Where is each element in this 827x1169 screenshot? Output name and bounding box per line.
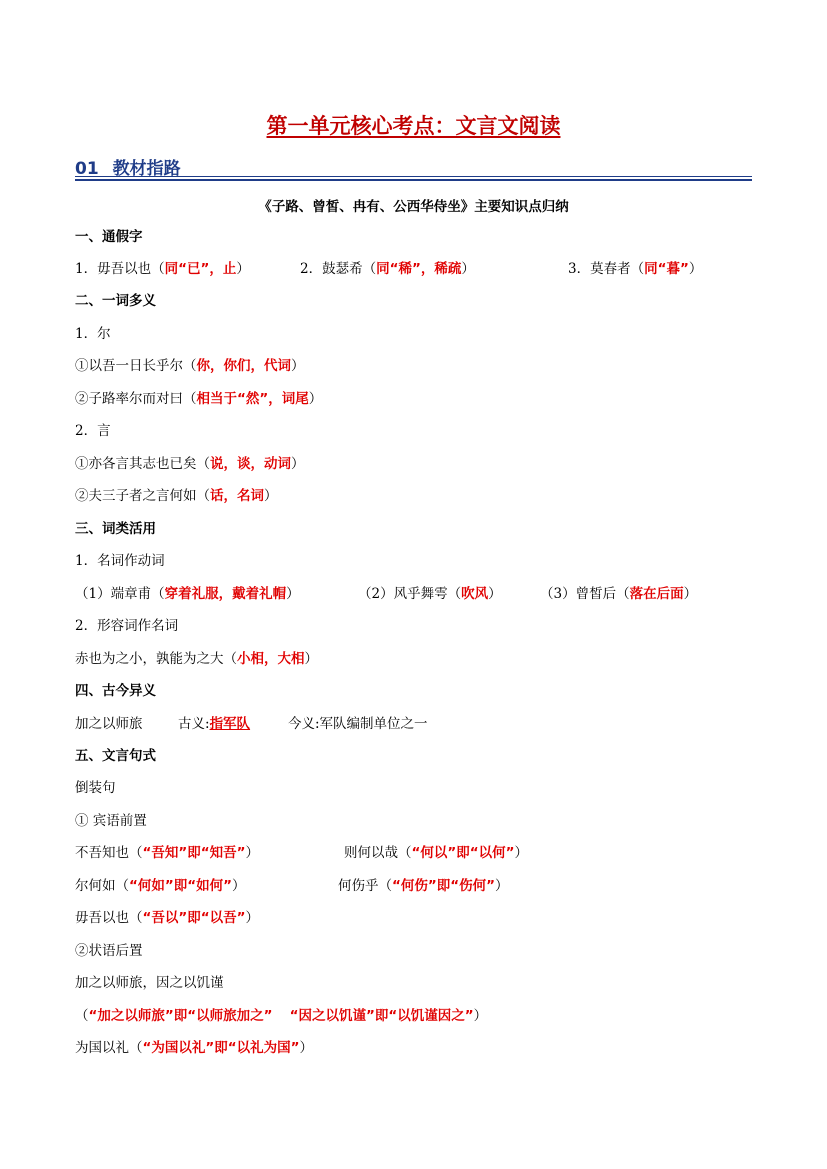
example-6-answer: （“加之以师旅”即“以师旅加之” “因之以饥谨”即“以饥谨因之”）	[75, 1008, 488, 1024]
gujinyiyi-word: 加之以师旅	[75, 716, 143, 732]
modern-meaning: 今义:军队编制单位之一	[288, 716, 428, 732]
subtitle: 《子路、曾皙、冉有、公西华侍坐》主要知识点归纳	[258, 199, 569, 215]
example-5: 毋吾以也（“吾以”即“以吾”）	[75, 910, 259, 926]
noun-as-verb: 1．名词作动词	[75, 553, 165, 569]
word-er: 1．尔	[75, 326, 111, 342]
ancient-meaning: 古义:指军队	[178, 716, 251, 732]
example-3: 尔何如（“何如”即“如何”）	[75, 878, 246, 894]
word-er-sense-2: ②子路率尔而对曰（相当于“然”，词尾）	[75, 391, 323, 407]
object-preposed: ① 宾语前置	[75, 813, 147, 829]
heading-gujinyiyi: 四、古今异义	[75, 683, 156, 699]
word-yan-sense-1: ①亦各言其志也已矣（说，谈，动词）	[75, 456, 305, 472]
section-rule-top	[75, 176, 752, 177]
adverbial-postposed: ②状语后置	[75, 943, 143, 959]
example-4: 何伤乎（“何伤”即“伤何”）	[338, 878, 509, 894]
heading-cileihuoyong: 三、词类活用	[75, 521, 156, 537]
tongjiazi-item-1: 1．毋吾以也（同“已”，止）	[75, 261, 250, 277]
heading-yicibuoyi: 二、一词多义	[75, 293, 156, 309]
adj-as-noun-item: 赤也为之小，孰能为之大（小相，大相）	[75, 651, 318, 667]
noun-as-verb-item-1: （1）端章甫（穿着礼服，戴着礼帽）	[75, 586, 300, 602]
page-title: 第一单元核心考点：文言文阅读	[266, 113, 561, 138]
example-1: 不吾知也（“吾知”即“知吾”）	[75, 845, 259, 861]
heading-wenyanjushi: 五、文言句式	[75, 748, 156, 764]
section-rule-bottom	[75, 179, 752, 181]
section-heading	[75, 154, 752, 178]
word-yan-sense-2: ②夫三子者之言何如（话，名词）	[75, 488, 278, 504]
section-number: 01	[75, 159, 99, 179]
noun-as-verb-item-2: （2）风乎舞雩（吹风）	[358, 586, 502, 602]
heading-tongjiazi: 一、通假字	[75, 229, 143, 245]
example-2: 则何以哉（“何以”即“以何”）	[344, 845, 528, 861]
word-er-sense-1: ①以吾一日长乎尔（你，你们，代词）	[75, 358, 305, 374]
noun-as-verb-item-3: （3）曾皙后（落在后面）	[540, 586, 698, 602]
tongjiazi-item-2: 2．鼓瑟希（同“稀”，稀疏）	[300, 261, 475, 277]
adj-as-noun: 2．形容词作名词	[75, 618, 179, 634]
tongjiazi-item-3: 3．莫春者（同“暮”）	[568, 261, 703, 277]
word-yan: 2．言	[75, 423, 111, 439]
section-label: 教材指路	[112, 159, 181, 179]
example-7: 为国以礼（“为国以礼”即“以礼为国”）	[75, 1040, 313, 1056]
example-6: 加之以师旅，因之以饥谨	[75, 975, 224, 991]
inverted-sentence: 倒装句	[75, 780, 116, 796]
